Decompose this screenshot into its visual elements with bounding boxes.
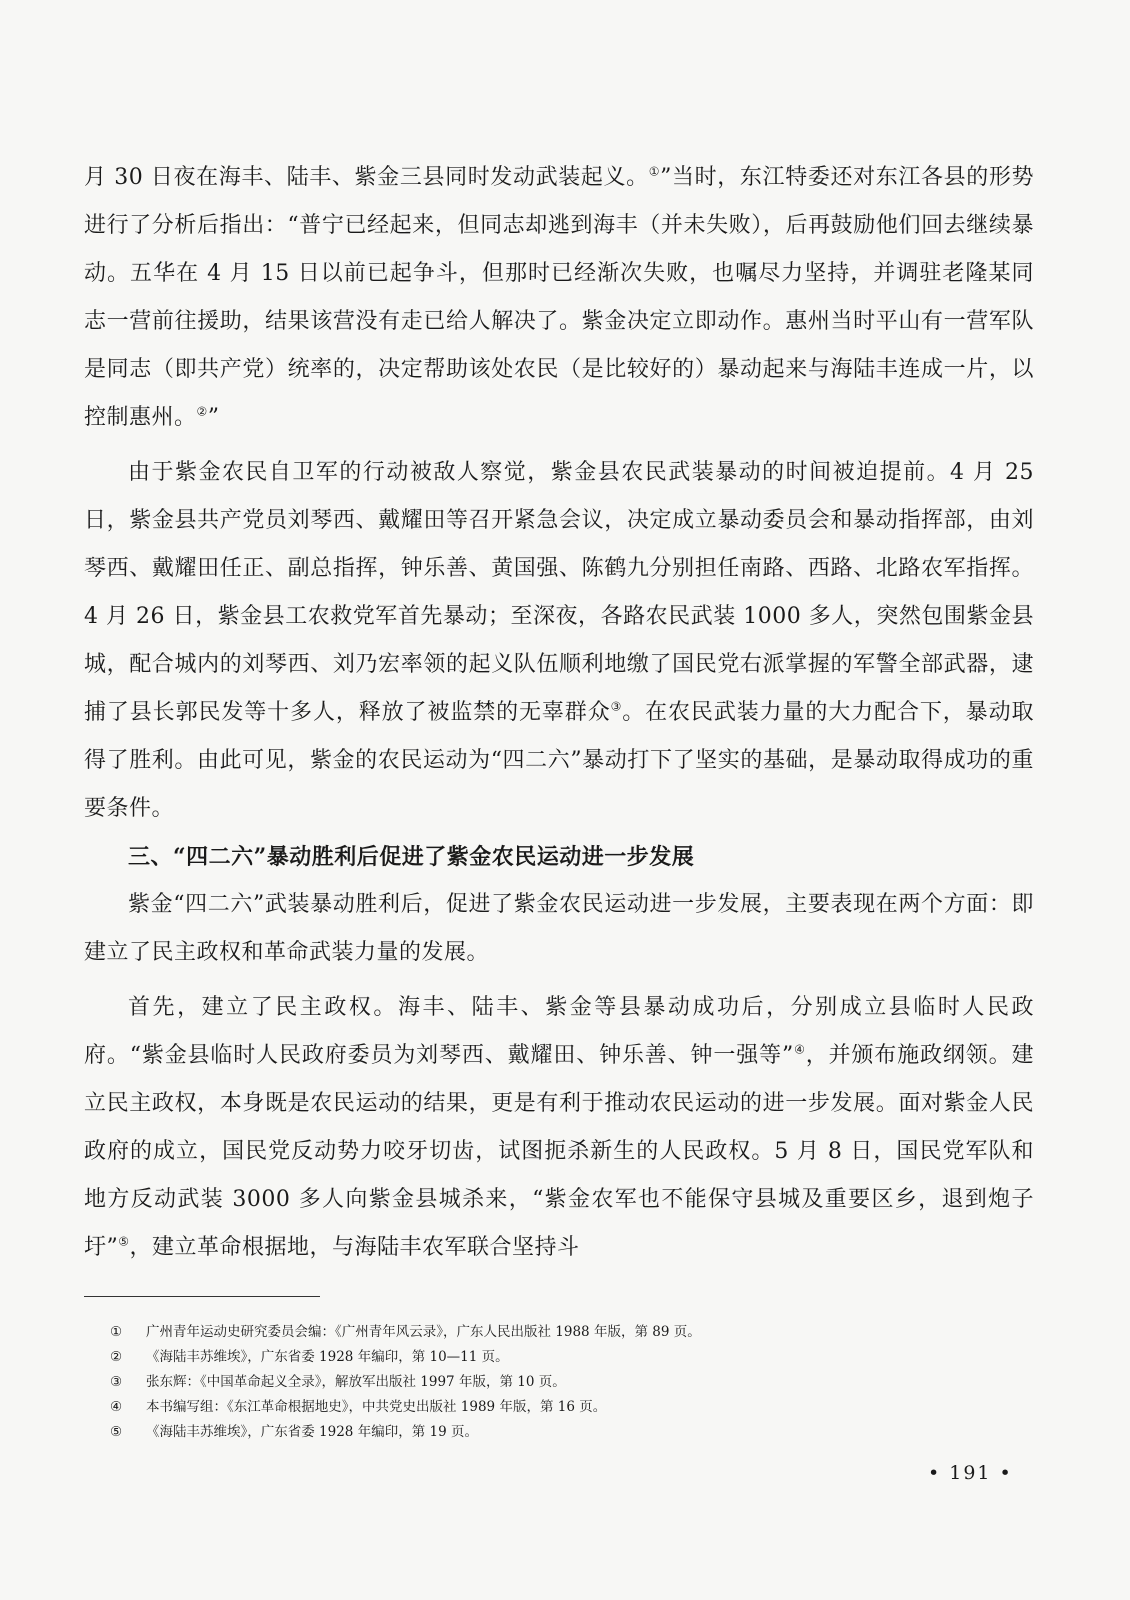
footnote-divider [84, 1296, 320, 1297]
footnote-marker: ④ [110, 1399, 123, 1415]
footnote-text: 《海陆丰苏维埃》，广东省委 1928 年编印，第 10—11 页。 [146, 1349, 509, 1365]
footnote-ref-4: ④ [793, 1042, 806, 1057]
paragraph-2 [84, 449, 1034, 833]
footnote-5 [110, 1420, 1010, 1445]
paragraph-2-text: 。在农民武装力量的大力配合下，暴动取得了胜利。由此可见，紫金的农民运动为“四二六”暴动打下了坚实的基础，是暴动取得成功的重要条件。 [84, 700, 1034, 821]
paragraph-3 [84, 881, 1034, 977]
footnote-ref-1: ① [648, 164, 661, 179]
footnote-3 [110, 1370, 1010, 1395]
paragraph-4-text: ，建立革命根据地，与海陆丰农军联合坚持斗 [129, 1235, 580, 1260]
paragraph-3-text: 紫金“四二六”武装暴动胜利后，促进了紫金农民运动进一步发展，主要表现在两个方面：即建立了民主政权和革命武装力量的发展。 [84, 892, 1034, 965]
page-number: • 191 • [928, 1462, 1013, 1484]
section-heading: 三、“四二六”暴动胜利后促进了紫金农民运动进一步发展 [128, 844, 695, 870]
footnote-marker: ① [110, 1324, 123, 1340]
footnote-ref-3: ③ [610, 699, 623, 714]
footnotes [110, 1320, 1010, 1445]
body-text [84, 154, 1034, 1272]
footnote-marker: ③ [110, 1374, 123, 1390]
paragraph-4-text: 首先，建立了民主政权。海丰、陆丰、紫金等县暴动成功后，分别成立县临时人民政府。“紫金县临时人民政府委员为刘琴西、戴耀田、钟乐善、钟一强等” [84, 995, 1034, 1068]
footnote-text: 张东辉：《中国革命起义全录》，解放军出版社 1997 年版，第 10 页。 [146, 1374, 566, 1390]
footnote-1 [110, 1320, 1010, 1345]
paragraph-1 [84, 154, 1034, 442]
footnote-4 [110, 1395, 1010, 1420]
footnote-text: 《海陆丰苏维埃》，广东省委 1928 年编印，第 19 页。 [146, 1424, 478, 1440]
paragraph-1-text: ”当时，东江特委还对东江各县的形势进行了分析后指出：“普宁已经起来，但同志却逃到海丰（并未失败），后再鼓励他们回去继续暴动。五华在 4 月 15 日以前已起争斗，但那时已经渐次失败，也嘱尽力坚持，并调驻老隆某同志一营前往援助，结果该营没有走已给人解决了。紫金决定立即动作。惠州当时平山有一营军队是同志（即共产党）统率的，决定帮助该处农民（是比较好的）暴动起来与海陆丰连成一片，以控制惠州。 [84, 165, 1034, 430]
paragraph-4-text: ，并颁布施政纲领。建立民主政权，本身既是农民运动的结果，更是有利于推动农民运动的进一步发展。面对紫金人民政府的成立，国民党反动势力咬牙切齿，试图扼杀新生的人民政权。5 月 8 日，国民党军队和地方反动武装 3000 多人向紫金县城杀来，“紫金农军也不能保守县城及重要区乡，退到炮子圩” [84, 1043, 1034, 1260]
paragraph-1-text: 月 30 日夜在海丰、陆丰、紫金三县同时发动武装起义。 [84, 165, 649, 190]
footnote-ref-2: ② [196, 404, 208, 419]
paragraph-1-text: ” [207, 405, 220, 430]
footnote-2 [110, 1345, 1010, 1370]
footnote-text: 广州青年运动史研究委员会编：《广州青年风云录》，广东人民出版社 1988 年版，第 89 页。 [146, 1324, 701, 1340]
footnote-text: 本书编写组：《东江革命根据地史》，中共党史出版社 1989 年版，第 16 页。 [146, 1399, 607, 1415]
footnote-marker: ② [110, 1349, 123, 1365]
paragraph-4 [84, 984, 1034, 1272]
footnote-ref-5: ⑤ [118, 1234, 130, 1249]
paragraph-2-text: 由于紫金农民自卫军的行动被敌人察觉，紫金县农民武装暴动的时间被迫提前。4 月 25 日，紫金县共产党员刘琴西、戴耀田等召开紧急会议，决定成立暴动委员会和暴动指挥部，由刘琴西、戴耀田任正、副总指挥，钟乐善、黄国强、陈鹤九分别担任南路、西路、北路农军指挥。4 月 26 日，紫金县工农救党军首先暴动；至深夜，各路农民武装 1000 多人，突然包围紫金县城，配合城内的刘琴西、刘乃宏率领的起义队伍顺利地缴了国民党右派掌握的军警全部武器，逮捕了县长郭民发等十多人，释放了被监禁的无辜群众 [84, 460, 1034, 725]
footnote-marker: ⑤ [110, 1424, 123, 1440]
